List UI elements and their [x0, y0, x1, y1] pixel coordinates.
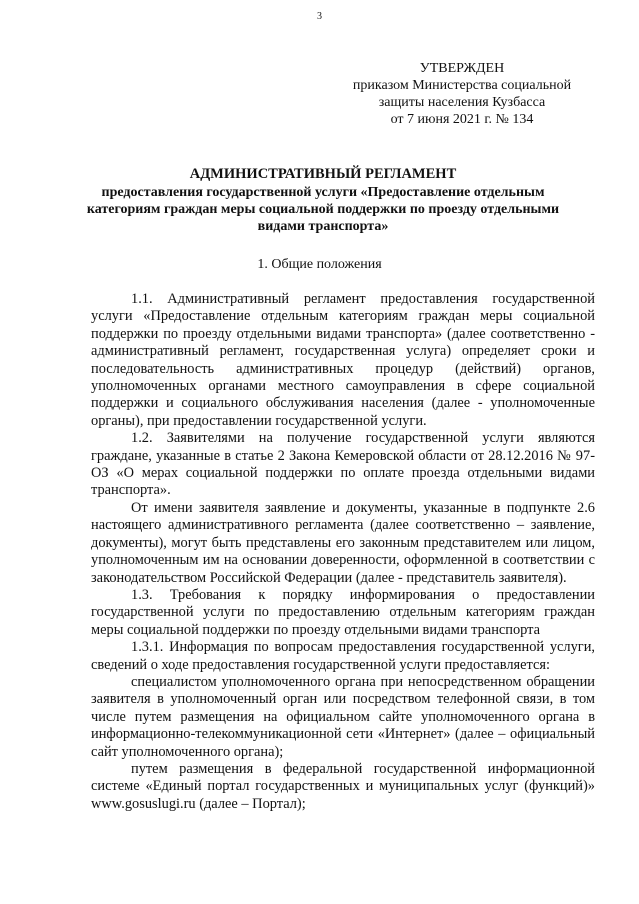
paragraph-portal: путем размещения в федеральной государственной информационной системе «Единый портал государственных и муниципальных услуг (функций)» www.gosuslugi.ru (далее – Портал);: [91, 760, 595, 812]
paragraph-1-3: 1.3. Требования к порядку информирования о предоставлении государственной услуги по предоставлению отдельным категориям граждан меры социальной поддержки по проезду отдельными видами транспорта: [91, 586, 595, 638]
document-body: [91, 291, 595, 813]
section-heading: 1. Общие положения: [257, 257, 382, 272]
paragraph-1-2: 1.2. Заявителями на получение государственной услуги являются граждане, указанные в статье 2 Закона Кемеровской области от 28.12.2016 № 97-ОЗ «О мерах социальной поддержки по оплате проезда отдельными видами транспорта».: [91, 430, 595, 499]
approval-order-line: приказом Министерства социальной: [352, 78, 572, 93]
document-subtitle: предоставления государственной услуги «Предоставление отдельным категориям граждан меры социальной поддержки по проезду отдельными видами транспорта»: [86, 185, 560, 234]
paragraph-1-1: 1.1. Административный регламент предоставления государственной услуги «Предоставление отдельным категориям граждан меры социальной поддержки по проезду отдельными видами транспорта» (далее соответственно - административный регламент, государственная услуга) определяет сроки и последовательность административных процедур (действий) органов, уполномоченных органами местного самоуправления в сфере социальной поддержки и социального обслуживания населения (далее - уполномоченные органы), при предоставлении государственной услуги.: [91, 291, 595, 429]
paragraph-representative: От имени заявителя заявление и документы, указанные в подпункте 2.6 настоящего административного регламента (далее соответственно – заявление, документы), могут быть представлены его законным представителем или лицом, уполномоченным им на основании доверенности, оформленной в соответствии с законодательством Российской Федерации (далее - представитель заявителя).: [91, 499, 595, 586]
document-title: АДМИНИСТРАТИВНЫЙ РЕГЛАМЕНТ: [189, 166, 457, 182]
approval-date-line: от 7 июня 2021 г. № 134: [390, 112, 534, 127]
document-title-block: [80, 166, 566, 235]
paragraph-specialist: специалистом уполномоченного органа при непосредственном обращении заявителя в уполномоченный орган или посредством телефонной связи, в том числе путем размещения на официальном сайте уполномоченного органа в информационно-телекоммуникационной сети «Интернет» (далее – официальный сайт уполномоченного органа);: [91, 673, 595, 760]
approval-ministry-line: защиты населения Кузбасса: [378, 95, 546, 110]
approval-heading: УТВЕРЖДЕН: [419, 61, 505, 76]
paragraph-1-3-1: 1.3.1. Информация по вопросам предоставления государственной услуги, сведений о ходе предоставления государственной услуги предоставляется:: [91, 639, 595, 673]
page-number: 3: [317, 11, 322, 22]
approval-stamp: [334, 60, 590, 128]
